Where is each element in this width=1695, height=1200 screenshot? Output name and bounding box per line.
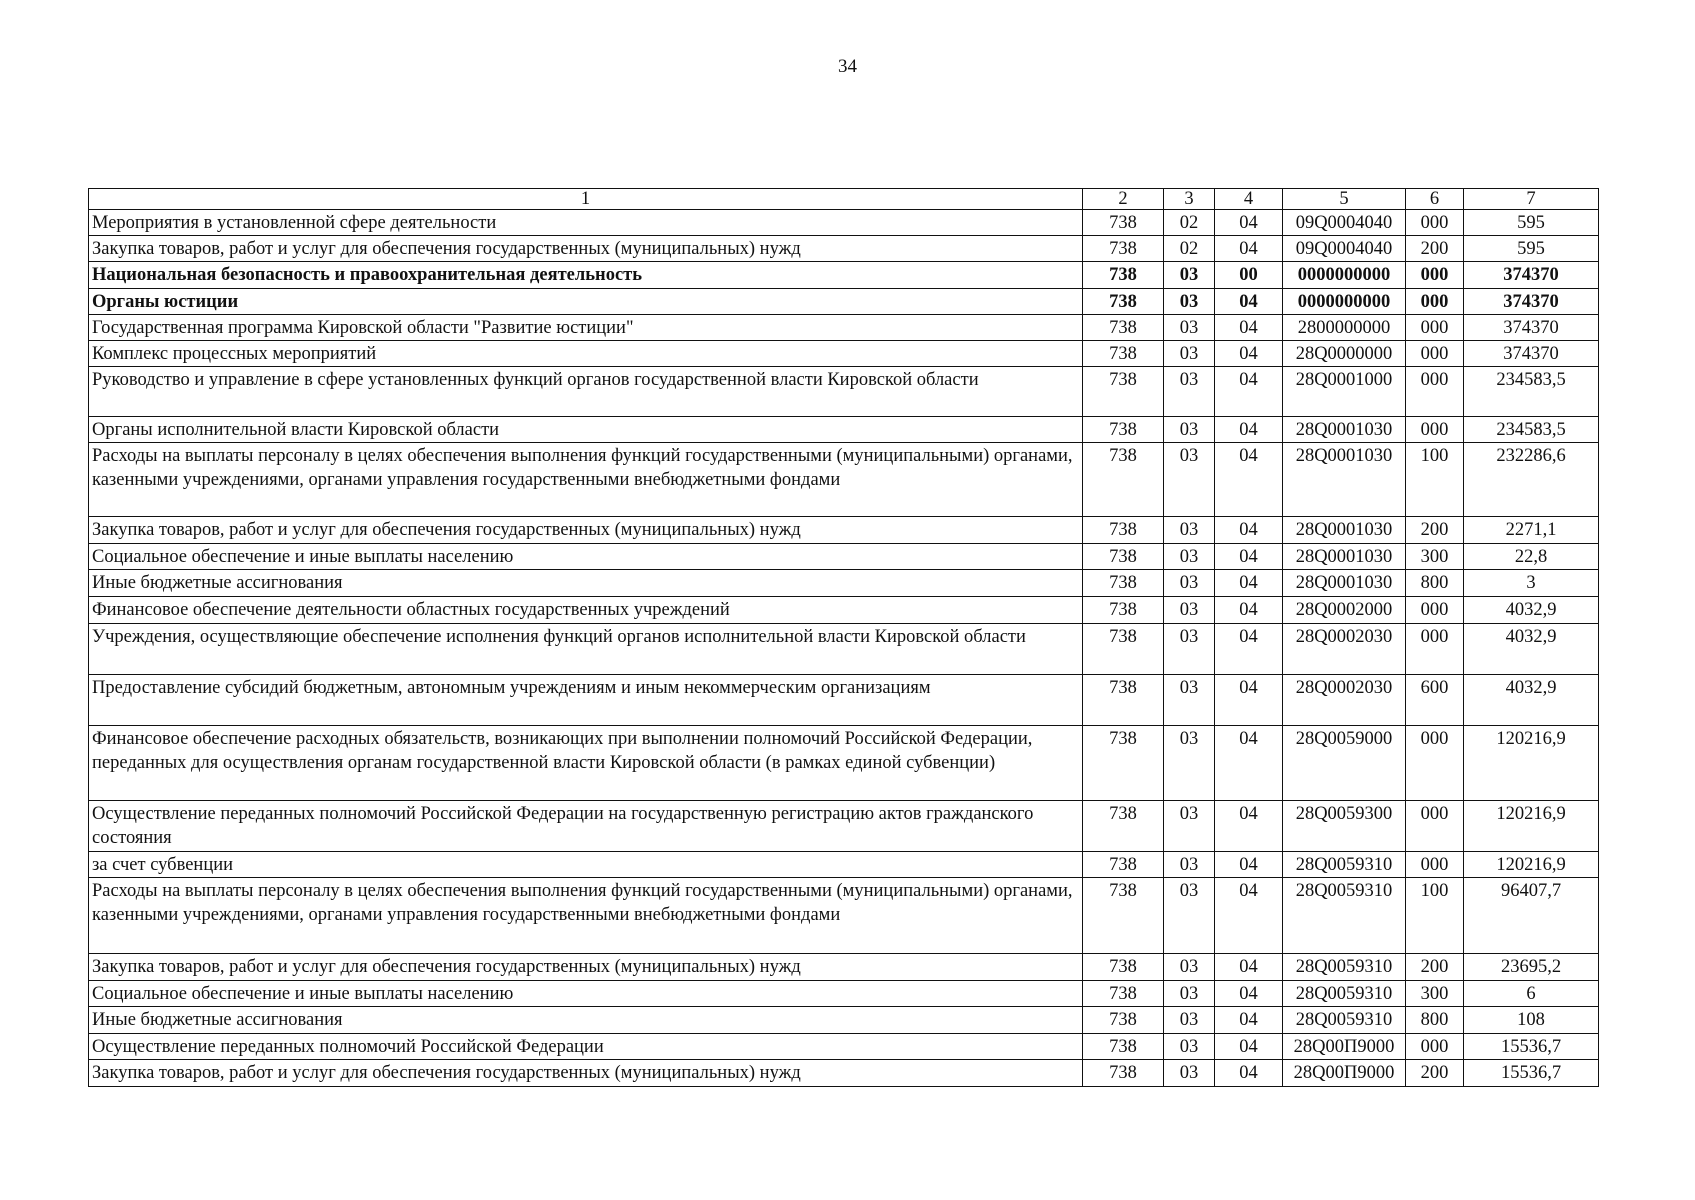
cell-name: Финансовое обеспечение деятельности областных государственных учреждений [89,597,1083,624]
table-row [89,981,1599,1007]
cell-subsection: 04 [1215,517,1283,544]
cell-target-article: 28Q0002000 [1283,597,1406,624]
table-row [89,624,1599,675]
cell-subsection: 04 [1215,236,1283,262]
cell-subsection: 04 [1215,1034,1283,1060]
cell-expense-type: 200 [1406,517,1464,544]
cell-name: Государственная программа Кировской области "Развитие юстиции" [89,315,1083,341]
table-row [89,315,1599,341]
table-body [89,210,1599,1087]
cell-amount: 232286,6 [1464,443,1599,517]
cell-subsection: 04 [1215,597,1283,624]
cell-subsection: 04 [1215,624,1283,675]
cell-subsection: 04 [1215,315,1283,341]
cell-name: Учреждения, осуществляющие обеспечение исполнения функций органов исполнительной власти Кировской области [89,624,1083,675]
cell-name: Социальное обеспечение и иные выплаты населению [89,981,1083,1007]
cell-ministry-code: 738 [1083,675,1164,726]
column-header-7: 7 [1464,189,1599,210]
cell-section: 03 [1164,1060,1215,1087]
cell-subsection: 04 [1215,210,1283,236]
cell-name: Руководство и управление в сфере установленных функций органов государственной власти Кировской области [89,367,1083,417]
cell-amount: 108 [1464,1007,1599,1034]
cell-section: 03 [1164,367,1215,417]
table-row [89,544,1599,570]
cell-subsection: 04 [1215,878,1283,954]
page-number: 34 [838,56,857,77]
table-row [89,517,1599,544]
cell-amount: 374370 [1464,341,1599,367]
cell-name: Осуществление переданных полномочий Российской Федерации на государственную регистрацию актов гражданского состояния [89,801,1083,852]
table-row [89,852,1599,878]
cell-amount: 595 [1464,236,1599,262]
cell-ministry-code: 738 [1083,852,1164,878]
table-row [89,954,1599,981]
table-row [89,236,1599,262]
cell-target-article: 28Q0002030 [1283,675,1406,726]
cell-section: 03 [1164,1007,1215,1034]
cell-target-article: 28Q0001030 [1283,443,1406,517]
cell-ministry-code: 738 [1083,954,1164,981]
cell-target-article: 28Q00П9000 [1283,1034,1406,1060]
cell-section: 03 [1164,801,1215,852]
cell-subsection: 04 [1215,443,1283,517]
table-row [89,1007,1599,1034]
cell-section: 03 [1164,262,1215,289]
cell-ministry-code: 738 [1083,417,1164,443]
cell-target-article: 0000000000 [1283,262,1406,289]
cell-section: 03 [1164,417,1215,443]
cell-expense-type: 000 [1406,262,1464,289]
cell-ministry-code: 738 [1083,210,1164,236]
column-header-4: 4 [1215,189,1283,210]
cell-section: 03 [1164,726,1215,801]
cell-name: Социальное обеспечение и иные выплаты населению [89,544,1083,570]
cell-section: 03 [1164,544,1215,570]
cell-ministry-code: 738 [1083,597,1164,624]
cell-ministry-code: 738 [1083,624,1164,675]
cell-ministry-code: 738 [1083,367,1164,417]
cell-name: Иные бюджетные ассигнования [89,570,1083,597]
cell-amount: 374370 [1464,315,1599,341]
cell-ministry-code: 738 [1083,1060,1164,1087]
cell-section: 03 [1164,1034,1215,1060]
cell-expense-type: 200 [1406,954,1464,981]
cell-ministry-code: 738 [1083,315,1164,341]
cell-amount: 374370 [1464,289,1599,315]
cell-name: Осуществление переданных полномочий Российской Федерации [89,1034,1083,1060]
cell-ministry-code: 738 [1083,726,1164,801]
column-header-1: 1 [89,189,1083,210]
cell-name: за счет субвенции [89,852,1083,878]
cell-target-article: 28Q0001030 [1283,417,1406,443]
cell-expense-type: 000 [1406,210,1464,236]
cell-target-article: 09Q0004040 [1283,210,1406,236]
cell-expense-type: 000 [1406,852,1464,878]
cell-ministry-code: 738 [1083,289,1164,315]
cell-amount: 4032,9 [1464,624,1599,675]
table-row [89,289,1599,315]
cell-target-article: 28Q0001030 [1283,517,1406,544]
cell-subsection: 04 [1215,981,1283,1007]
column-header-5: 5 [1283,189,1406,210]
cell-subsection: 04 [1215,726,1283,801]
cell-subsection: 04 [1215,954,1283,981]
cell-target-article: 28Q0001000 [1283,367,1406,417]
table-row [89,597,1599,624]
cell-section: 03 [1164,954,1215,981]
cell-section: 03 [1164,289,1215,315]
cell-expense-type: 000 [1406,341,1464,367]
table-row [89,1060,1599,1087]
cell-amount: 23695,2 [1464,954,1599,981]
cell-amount: 2271,1 [1464,517,1599,544]
cell-expense-type: 000 [1406,1034,1464,1060]
cell-name: Национальная безопасность и правоохранительная деятельность [89,262,1083,289]
cell-ministry-code: 738 [1083,236,1164,262]
cell-target-article: 28Q0059310 [1283,981,1406,1007]
cell-ministry-code: 738 [1083,570,1164,597]
cell-target-article: 28Q0000000 [1283,341,1406,367]
cell-amount: 234583,5 [1464,367,1599,417]
cell-target-article: 28Q0059310 [1283,954,1406,981]
cell-section: 03 [1164,597,1215,624]
table-row [89,675,1599,726]
cell-expense-type: 300 [1406,981,1464,1007]
cell-section: 03 [1164,878,1215,954]
cell-subsection: 04 [1215,1007,1283,1034]
table-row [89,443,1599,517]
cell-target-article: 28Q0059310 [1283,1007,1406,1034]
cell-expense-type: 300 [1406,544,1464,570]
cell-ministry-code: 738 [1083,1007,1164,1034]
table-row [89,726,1599,801]
cell-amount: 15536,7 [1464,1060,1599,1087]
cell-section: 03 [1164,341,1215,367]
cell-name: Закупка товаров, работ и услуг для обеспечения государственных (муниципальных) нужд [89,236,1083,262]
cell-ministry-code: 738 [1083,878,1164,954]
cell-target-article: 28Q0001030 [1283,544,1406,570]
cell-amount: 234583,5 [1464,417,1599,443]
table-row [89,417,1599,443]
cell-amount: 22,8 [1464,544,1599,570]
cell-subsection: 04 [1215,675,1283,726]
cell-subsection: 04 [1215,1060,1283,1087]
cell-target-article: 28Q0059310 [1283,878,1406,954]
cell-subsection: 04 [1215,341,1283,367]
cell-target-article: 28Q0059300 [1283,801,1406,852]
cell-amount: 120216,9 [1464,852,1599,878]
cell-subsection: 04 [1215,570,1283,597]
table-row [89,570,1599,597]
table-row [89,367,1599,417]
cell-target-article: 28Q0002030 [1283,624,1406,675]
cell-ministry-code: 738 [1083,341,1164,367]
cell-expense-type: 600 [1406,675,1464,726]
cell-expense-type: 000 [1406,801,1464,852]
cell-amount: 374370 [1464,262,1599,289]
column-header-6: 6 [1406,189,1464,210]
cell-section: 03 [1164,315,1215,341]
table-header [89,189,1599,210]
cell-ministry-code: 738 [1083,517,1164,544]
table-row [89,210,1599,236]
cell-target-article: 28Q0059310 [1283,852,1406,878]
cell-expense-type: 000 [1406,289,1464,315]
cell-target-article: 09Q0004040 [1283,236,1406,262]
cell-section: 03 [1164,981,1215,1007]
cell-subsection: 00 [1215,262,1283,289]
column-header-3: 3 [1164,189,1215,210]
table-row [89,1034,1599,1060]
table-row [89,878,1599,954]
cell-subsection: 04 [1215,852,1283,878]
cell-amount: 6 [1464,981,1599,1007]
budget-table [88,188,1599,1087]
cell-target-article: 0000000000 [1283,289,1406,315]
table-row [89,262,1599,289]
cell-section: 03 [1164,675,1215,726]
cell-expense-type: 000 [1406,597,1464,624]
table-row [89,341,1599,367]
cell-expense-type: 800 [1406,1007,1464,1034]
cell-expense-type: 200 [1406,236,1464,262]
column-header-2: 2 [1083,189,1164,210]
cell-target-article: 28Q00П9000 [1283,1060,1406,1087]
cell-section: 03 [1164,570,1215,597]
cell-target-article: 2800000000 [1283,315,1406,341]
cell-name: Закупка товаров, работ и услуг для обеспечения государственных (муниципальных) нужд [89,954,1083,981]
cell-expense-type: 000 [1406,367,1464,417]
cell-ministry-code: 738 [1083,1034,1164,1060]
cell-amount: 4032,9 [1464,597,1599,624]
cell-expense-type: 000 [1406,315,1464,341]
cell-section: 03 [1164,852,1215,878]
cell-name: Закупка товаров, работ и услуг для обеспечения государственных (муниципальных) нужд [89,517,1083,544]
cell-name: Органы юстиции [89,289,1083,315]
cell-ministry-code: 738 [1083,981,1164,1007]
cell-amount: 96407,7 [1464,878,1599,954]
cell-ministry-code: 738 [1083,262,1164,289]
cell-name: Иные бюджетные ассигнования [89,1007,1083,1034]
cell-name: Закупка товаров, работ и услуг для обеспечения государственных (муниципальных) нужд [89,1060,1083,1087]
cell-amount: 595 [1464,210,1599,236]
cell-subsection: 04 [1215,544,1283,570]
cell-expense-type: 000 [1406,417,1464,443]
cell-name: Комплекс процессных мероприятий [89,341,1083,367]
cell-expense-type: 200 [1406,1060,1464,1087]
cell-name: Расходы на выплаты персоналу в целях обеспечения выполнения функций государственными (муниципальными) органами, казенными учреждениями, органами управления государственными внебюджетными фондами [89,443,1083,517]
cell-expense-type: 100 [1406,878,1464,954]
cell-amount: 120216,9 [1464,726,1599,801]
cell-expense-type: 800 [1406,570,1464,597]
cell-section: 03 [1164,443,1215,517]
cell-section: 03 [1164,517,1215,544]
cell-section: 02 [1164,236,1215,262]
cell-section: 03 [1164,624,1215,675]
cell-amount: 3 [1464,570,1599,597]
cell-amount: 4032,9 [1464,675,1599,726]
cell-ministry-code: 738 [1083,544,1164,570]
cell-target-article: 28Q0001030 [1283,570,1406,597]
cell-expense-type: 100 [1406,443,1464,517]
header-row [89,189,1599,210]
cell-target-article: 28Q0059000 [1283,726,1406,801]
cell-subsection: 04 [1215,801,1283,852]
cell-name: Органы исполнительной власти Кировской области [89,417,1083,443]
cell-section: 02 [1164,210,1215,236]
cell-name: Предоставление субсидий бюджетным, автономным учреждениям и иным некоммерческим организациям [89,675,1083,726]
cell-name: Мероприятия в установленной сфере деятельности [89,210,1083,236]
cell-amount: 120216,9 [1464,801,1599,852]
cell-subsection: 04 [1215,367,1283,417]
cell-subsection: 04 [1215,289,1283,315]
table-row [89,801,1599,852]
cell-subsection: 04 [1215,417,1283,443]
cell-expense-type: 000 [1406,624,1464,675]
cell-name: Финансовое обеспечение расходных обязательств, возникающих при выполнении полномочий Российской Федерации, переданных для осуществления органам государственной власти Кировской области (в рамках единой субвенции) [89,726,1083,801]
cell-ministry-code: 738 [1083,443,1164,517]
cell-name: Расходы на выплаты персоналу в целях обеспечения выполнения функций государственными (муниципальными) органами, казенными учреждениями, органами управления государственными внебюджетными фондами [89,878,1083,954]
cell-ministry-code: 738 [1083,801,1164,852]
cell-expense-type: 000 [1406,726,1464,801]
cell-amount: 15536,7 [1464,1034,1599,1060]
